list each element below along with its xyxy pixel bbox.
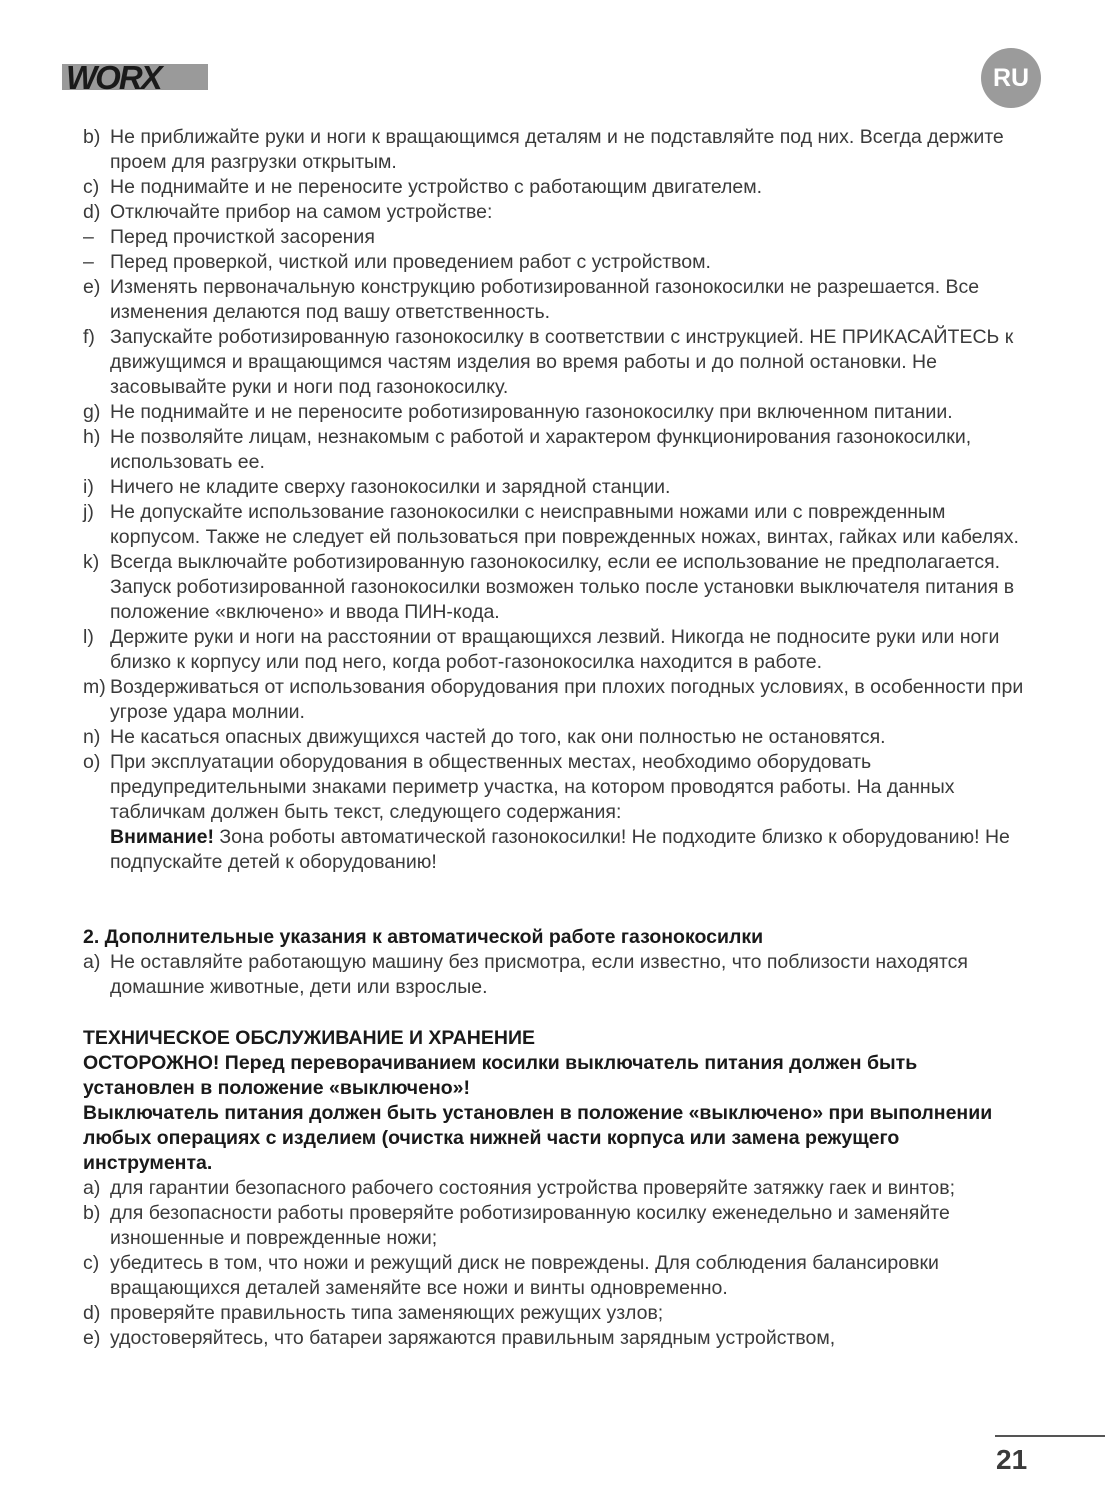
list-item-marker: i) <box>83 476 94 498</box>
list-item <box>83 275 1033 325</box>
list-item-marker: a) <box>83 951 101 973</box>
list-item-text: Не приближайте руки и ноги к вращающимся деталям и не подставляйте под них. Всегда держите проем для разгрузки открытым. <box>110 126 1004 173</box>
page-number-rule <box>995 1435 1105 1437</box>
list-item-text: Перед проверкой, чисткой или проведением работ с устройством. <box>110 251 711 273</box>
list-item-marker: c) <box>83 1252 100 1274</box>
list-item-marker: d) <box>83 201 101 223</box>
list-item-text: Не касаться опасных движущихся частей до того, как они полностью не остановятся. <box>110 726 886 748</box>
list-item-text: Ничего не кладите сверху газонокосилки и зарядной станции. <box>110 476 671 498</box>
list-item-marker: f) <box>83 326 95 348</box>
caution-text-1: ОСТОРОЖНО! Перед переворачиванием косилки выключатель питания должен быть установлен в положение «выключено»! <box>83 1052 918 1099</box>
list-item <box>83 625 1033 675</box>
list-item-text: проверяйте правильность типа заменяющих режущих узлов; <box>110 1302 664 1324</box>
list-item <box>83 1326 1033 1351</box>
list-item-text: Не поднимайте и не переносите роботизированную газонокосилку при включенном питании. <box>110 401 953 423</box>
list-item <box>83 500 1033 550</box>
list-item <box>83 400 1033 425</box>
list-item-marker: h) <box>83 426 101 448</box>
list-item-marker: n) <box>83 726 101 748</box>
list-item-text: Не поднимайте и не переносите устройство с работающим двигателем. <box>110 176 763 198</box>
page-content <box>83 125 1033 1351</box>
page-number: 21 <box>996 1444 1028 1475</box>
list-item <box>83 550 1033 625</box>
list-item <box>83 325 1033 400</box>
list-item-text: Держите руки и ноги на расстоянии от вращающихся лезвий. Никогда не подносите руки или ноги близко к корпусу или под него, когда робот-газонокосилка находится в работе. <box>110 626 1000 673</box>
warning-text <box>83 825 1033 875</box>
list-item-text: убедитесь в том, что ножи и режущий диск не повреждены. Для соблюдения балансировки вращающихся деталей заменяйте все ножи и винты одновременно. <box>110 1252 939 1299</box>
list-item-marker: b) <box>83 1202 101 1224</box>
list-item-marker: e) <box>83 276 101 298</box>
list-item-text: Изменять первоначальную конструкцию роботизированной газонокосилки не разрешается. Все изменения делаются под вашу ответственность. <box>110 276 980 323</box>
list-item-text: Воздерживаться от использования оборудования при плохих погодных условиях, в особенности при угрозе удара молнии. <box>110 676 1024 723</box>
list-item-marker: o) <box>83 751 101 773</box>
maintenance-list <box>83 1176 1033 1351</box>
list-item-text: Запускайте роботизированную газонокосилку в соответствии с инструкцией. НЕ ПРИКАСАЙТЕСЬ к движущимся и вращающимся частям изделия во время работы и до полной остановки. Не засовывайте руки и ноги под газонокосилку. <box>110 326 1014 398</box>
warning-body: Зона роботы автоматической газонокосилки! Не подходите близко к оборудованию! Не подпускайте детей к оборудованию! <box>110 826 1010 873</box>
logo-text: WORX <box>66 59 161 96</box>
list-item <box>83 675 1033 725</box>
list-item-marker: – <box>83 251 94 273</box>
maintenance-heading: ТЕХНИЧЕСКОЕ ОБСЛУЖИВАНИЕ И ХРАНЕНИЕ <box>83 1027 536 1049</box>
list-item <box>83 725 1033 750</box>
list-item <box>83 425 1033 475</box>
list-item-text: Отключайте прибор на самом устройстве: <box>110 201 493 223</box>
list-item-marker: d) <box>83 1302 101 1324</box>
list-item <box>83 1201 1033 1251</box>
list-item-marker: m) <box>83 676 106 698</box>
worx-logo <box>62 59 208 96</box>
list-item-marker: j) <box>83 501 94 523</box>
list-item <box>83 125 1033 175</box>
safety-list <box>83 125 1033 825</box>
list-item-marker: g) <box>83 401 101 423</box>
list-item-text: Не позволяйте лицам, незнакомым с работой и характером функционирования газонокосилки, использовать ее. <box>110 426 972 473</box>
list-item-marker: b) <box>83 126 101 148</box>
list-item <box>83 950 1033 1000</box>
list-item-text: для безопасности работы проверяйте роботизированную косилку еженедельно и заменяйте изношенные и поврежденные ножи; <box>110 1202 950 1249</box>
list-item-text: удостоверяйтесь, что батареи заряжаются правильным зарядным устройством, <box>110 1327 836 1349</box>
caution-text-2: Выключатель питания должен быть установлен в положение «выключено» при выполнении любых операциях с изделием (очистка нижней части корпуса или замена режущего инструмента. <box>83 1102 993 1174</box>
list-item-marker: a) <box>83 1177 101 1199</box>
list-item-text: Не оставляйте работающую машину без присмотра, если известно, что поблизости находятся домашние животные, дети или взрослые. <box>110 951 968 998</box>
list-item-marker: k) <box>83 551 100 573</box>
warning-label: Внимание! <box>110 826 214 848</box>
language-badge: RU <box>981 48 1041 108</box>
list-item <box>83 1251 1033 1301</box>
list-item-marker: c) <box>83 176 100 198</box>
list-item <box>83 225 1033 250</box>
list-item-text: для гарантии безопасного рабочего состояния устройства проверяйте затяжку гаек и винтов; <box>110 1177 956 1199</box>
list-item <box>83 750 1033 825</box>
list-item <box>83 1176 1033 1201</box>
list-item-marker: e) <box>83 1327 101 1349</box>
section-2-list <box>83 950 1033 1000</box>
list-item <box>83 1301 1033 1326</box>
list-item <box>83 175 1033 200</box>
list-item <box>83 200 1033 225</box>
list-item-text: При эксплуатации оборудования в общественных местах, необходимо оборудовать предупредительными знаками периметр участка, на котором проводятся работы. На данных табличкам должен быть текст, следующего содержания: <box>110 751 955 823</box>
list-item-marker: l) <box>83 626 94 648</box>
section-2-heading: 2. Дополнительные указания к автоматической работе газонокосилки <box>83 926 764 948</box>
list-item-text: Не допускайте использование газонокосилки с неисправными ножами или с поврежденным корпусом. Также не следует ей пользоваться при поврежденных ножах, винтах, гайках или кабелях. <box>110 501 1019 548</box>
list-item <box>83 250 1033 275</box>
list-item-marker: – <box>83 226 94 248</box>
list-item <box>83 475 1033 500</box>
list-item-text: Всегда выключайте роботизированную газонокосилку, если ее использование не предполагается. Запуск роботизированной газонокосилки возможен только после установки выключателя питания в положение «включено» и ввода ПИН-кода. <box>110 551 1015 623</box>
list-item-text: Перед прочисткой засорения <box>110 226 375 248</box>
